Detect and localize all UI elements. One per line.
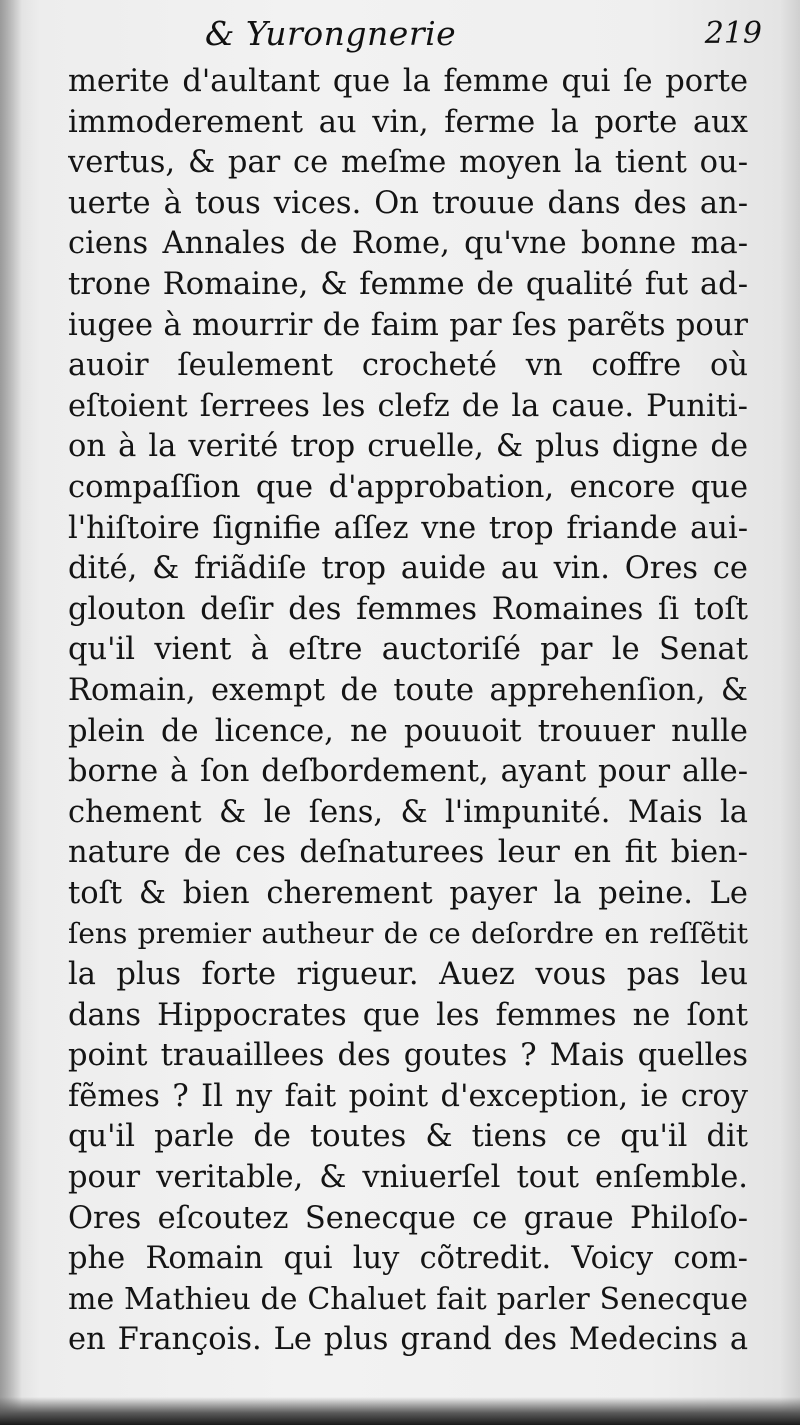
text-line: fẽmes ? Il ny fait point d'exception, ie croy [68, 1078, 748, 1114]
text-line: auoir ſeulement crocheté vn coffre où [68, 348, 748, 384]
text-line: ſens premier autheur de ce deſordre en reſſẽtit [68, 917, 748, 951]
text-line: vertus, & par ce meſme moyen la tient ou- [68, 145, 748, 181]
text-line: borne à ſon deſbordement, ayant pour alle- [68, 754, 748, 790]
text-line: merite d'aultant que la femme qui ſe porte [68, 64, 748, 99]
text-line: on à la verité trop cruelle, & plus digne de [68, 429, 748, 465]
text-line: trone Romaine, & femme de qualité fut ad- [68, 266, 748, 302]
text-line: eſtoient ſerrees les clefz de la caue. Puniti- [68, 388, 748, 424]
text-line: la plus forte rigueur. Auez vous pas leu [68, 957, 748, 993]
text-line: Ores eſcoutez Senecque ce graue Philoſo- [68, 1200, 748, 1236]
text-line: compaſſion que d'approbation, encore que [68, 469, 748, 505]
text-line: l'hiſtoire ſignifie aſſez vne trop friande aui- [68, 510, 748, 546]
text-line: plein de licence, ne pouuoit trouuer nulle [68, 713, 748, 749]
text-line: point trauaillees des goutes ? Mais quelles [68, 1038, 748, 1074]
text-line: en François. Le plus grand des Medecins a [68, 1322, 748, 1358]
text-line: immoderement au vin, ferme la porte aux [68, 104, 748, 140]
text-line: dans Hippocrates que les femmes ne ſont [68, 997, 748, 1033]
text-line: dité, & friãdiſe trop auide au vin. Ores ce [68, 551, 748, 587]
text-line: chement & le ſens, & l'impunité. Mais la [68, 794, 748, 830]
text-line: qu'il vient à eſtre auctoriſé par le Senat [68, 632, 748, 668]
text-line: qu'il parle de toutes & tiens ce qu'il dit [68, 1119, 748, 1155]
text-line: glouton deſir des femmes Romaines ſi toſt [68, 591, 748, 627]
page-number: 219 [704, 16, 762, 51]
text-line: phe Romain qui luy cõtredit. Voicy com- [68, 1241, 748, 1277]
page-bottom-edge [0, 1397, 800, 1425]
body-text [68, 62, 748, 1361]
page-header [0, 14, 800, 58]
text-line: Romain, exempt de toute apprehenſion, & [68, 672, 748, 708]
text-line: pour veritable, & vniuerſel tout enſemble. [68, 1160, 748, 1196]
text-line: uerte à tous vices. On trouue dans des an- [68, 185, 748, 221]
text-line: me Mathieu de Chaluet fait parler Senecque [68, 1281, 748, 1317]
text-line: ciens Annales de Rome, qu'vne bonne ma- [68, 226, 748, 262]
text-line: nature de ces deſnaturees leur en fit bien- [68, 835, 748, 871]
binding-shadow [0, 0, 22, 1425]
text-line: iugee à mourrir de faim par ſes parẽts pour [68, 307, 748, 343]
running-title: & Yurongnerie [205, 14, 457, 53]
text-line: toſt & bien cherement payer la peine. Le [68, 875, 748, 911]
